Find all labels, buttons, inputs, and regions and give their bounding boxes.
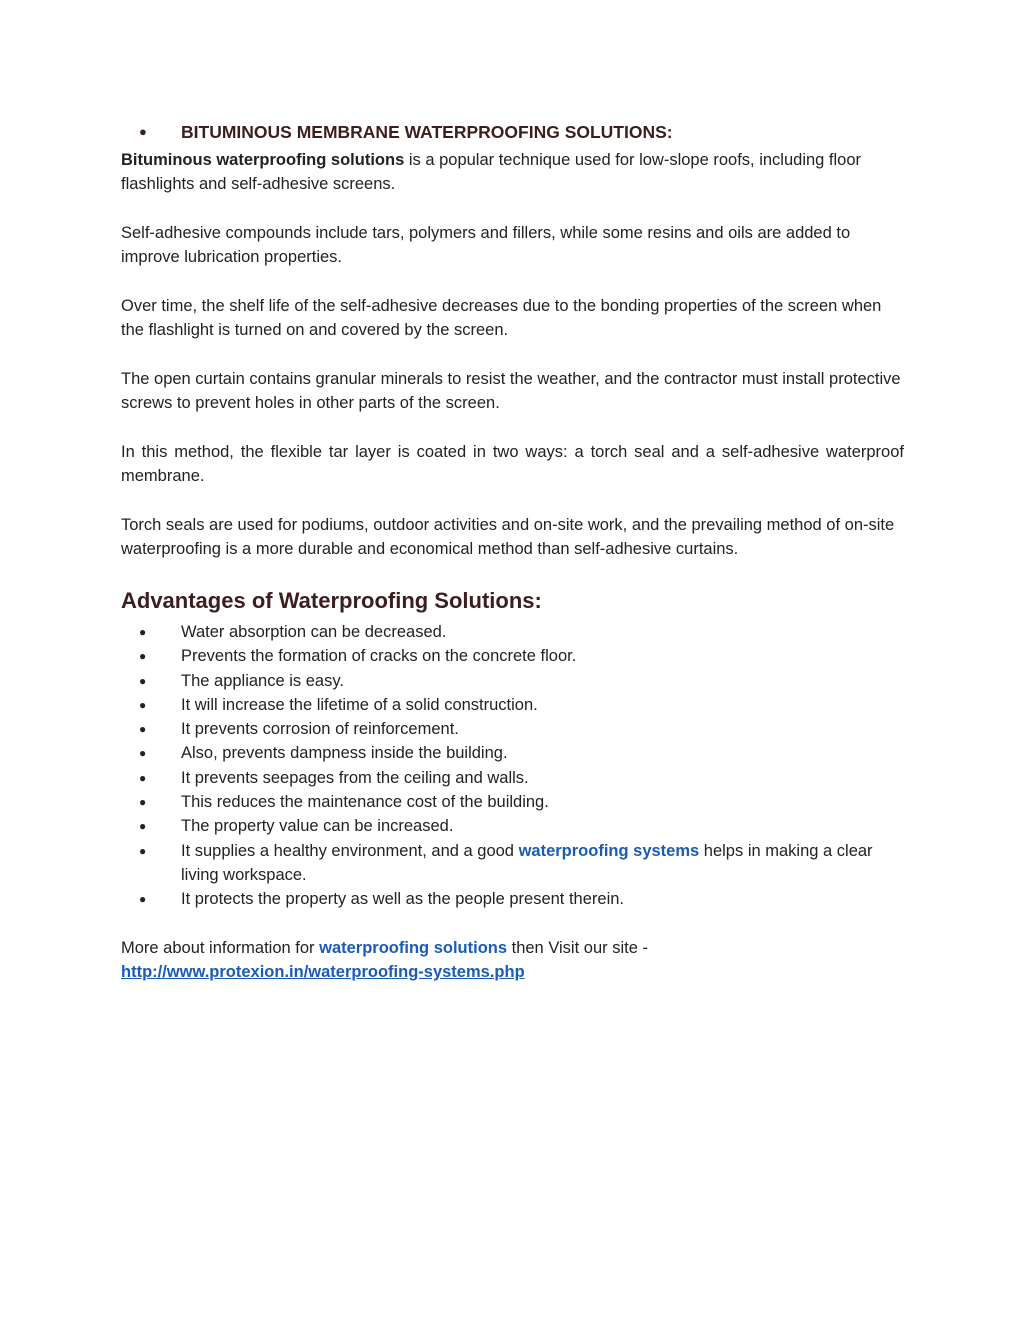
bullet-icon: ● [139,625,147,639]
list-item [121,814,904,838]
list-item-with-link [121,839,904,888]
list-item-text: It will increase the lifetime of a solid construction. [181,695,538,714]
bullet-icon: ● [139,770,147,785]
list-item-text: It prevents corrosion of reinforcement. [181,720,459,739]
section-heading-text: BITUMINOUS MEMBRANE WATERPROOFING SOLUTIONS: [181,122,673,142]
bullet-icon: ● [139,673,147,688]
list-item-text: helps in making a clear living workspace. [181,841,873,884]
intro-paragraph [121,148,904,196]
list-item [121,790,904,814]
list-item-text: Also, prevents dampness inside the building. [181,744,508,763]
paragraph-method: In this method, the flexible tar layer is coated in two ways: a torch seal and a self-adhesive waterproof membrane. [121,443,904,485]
waterproofing-solutions-link[interactable]: waterproofing solutions [319,938,508,957]
list-item [121,620,904,644]
paragraph-shelf-life: Over time, the shelf life of the self-adhesive decreases due to the bonding properties of the screen when the flashlight is turned on and covered by the screen. [121,297,882,339]
bullet-icon: ● [139,795,147,810]
footer-text: then Visit our site - [507,938,648,957]
list-item-text: It protects the property as well as the people present therein. [181,890,625,909]
list-item [121,669,904,693]
list-item [121,717,904,741]
footer-text: More about information for [121,938,320,957]
document-page [121,118,904,1009]
advantages-list [121,620,904,912]
bullet-icon: ● [139,722,147,737]
list-item-text: The appliance is easy. [181,671,344,690]
list-item-text: This reduces the maintenance cost of the building. [181,793,549,812]
list-item-text: The property value can be increased. [181,817,454,836]
waterproofing-systems-link[interactable]: waterproofing systems [518,841,700,860]
list-item-text: It prevents seepages from the ceiling and walls. [181,768,529,787]
bullet-icon: ● [139,697,147,712]
list-item [121,693,904,717]
bullet-icon: ● [139,746,147,761]
bullet-icon: ● [139,819,147,834]
list-item-text: Water absorption can be decreased. [181,623,447,641]
list-item [121,644,904,668]
site-url-link[interactable]: http://www.protexion.in/waterproofing-systems.php [121,962,525,981]
list-item [121,887,904,911]
bullet-icon: ● [139,124,147,139]
list-item-text: Prevents the formation of cracks on the concrete floor. [181,647,577,666]
bullet-icon: ● [139,843,147,858]
bullet-icon: ● [139,892,147,907]
intro-bold-text: Bituminous waterproofing solutions [121,151,405,169]
list-item-text: It supplies a healthy environment, and a good [181,841,519,860]
list-item [121,766,904,790]
intro-rest-text: is a popular technique used for low-slope roofs, including floor flashlights and self-adhesive screens. [121,151,862,193]
bullet-icon: ● [139,649,147,664]
paragraph-open-curtain: The open curtain contains granular minerals to resist the weather, and the contractor must install protective screws to prevent holes in other parts of the screen. [121,370,901,412]
paragraph-compounds: Self-adhesive compounds include tars, polymers and fillers, while some resins and oils are added to improve lubrication properties. [121,224,851,266]
advantages-heading: Advantages of Waterproofing Solutions: [121,588,542,613]
list-item [121,741,904,765]
section-heading-bituminous [121,118,904,146]
paragraph-torch-seals: Torch seals are used for podiums, outdoor activities and on-site work, and the prevailing method of on-site waterproofing is a more durable and economical method than self-adhesive curtains. [121,516,895,558]
footer-paragraph [121,936,904,984]
